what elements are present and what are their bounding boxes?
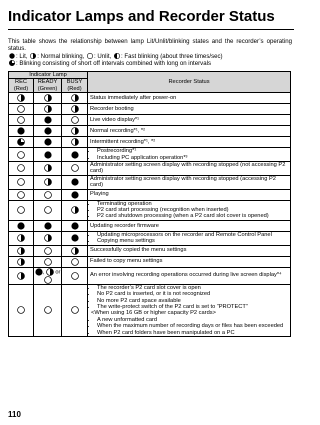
page-title: Indicator Lamps and Recorder Status	[8, 8, 294, 30]
unlit-lamp-icon	[71, 164, 79, 172]
rec-lamp-cell	[9, 175, 34, 189]
unlit-lamp-icon	[71, 306, 79, 314]
blinking-lamp-icon	[71, 127, 79, 135]
busy-lamp-cell	[62, 137, 88, 148]
legend-unlit: : Unlit	[94, 52, 110, 60]
busy-lamp-cell	[62, 200, 88, 220]
status-list-item: • P2 card start processing (recognition when inserted)	[97, 207, 288, 213]
recorder-status-cell	[88, 148, 291, 162]
unlit-lamp-icon	[17, 105, 25, 113]
recorder-status-cell: Administrator setting screen display with recording stopped (accessing P2 card)	[88, 175, 291, 189]
legend-line-1: : Lit, : Normal blinking, : Unlit, : Fast blinking (about three times/sec)	[8, 53, 292, 60]
table-row	[9, 220, 291, 231]
lit-lamp-icon	[71, 222, 79, 230]
blinking-lamp-icon	[71, 138, 79, 146]
recorder-status-cell: Normal recording*¹, *²	[88, 126, 291, 137]
unlit-lamp-icon	[17, 306, 25, 314]
recorder-status-cell: Successfully copied the menu settings	[88, 245, 291, 256]
rec-lamp-cell	[9, 104, 34, 115]
unlit-lamp-icon	[71, 272, 79, 280]
status-list-item: • A new unformatted card	[97, 317, 288, 323]
ready-lamp-cell	[34, 137, 62, 148]
rec-header: REC (Red)	[9, 79, 34, 93]
blinking-lamp-icon	[71, 94, 79, 102]
blinking-lamp-icon	[44, 164, 52, 172]
status-list-item: • Terminating operation	[97, 201, 288, 207]
status-list-item: • The recorder’s P2 card slot cover is open	[97, 285, 288, 291]
busy-lamp-cell	[62, 162, 88, 176]
busy-lamp-cell	[62, 189, 88, 200]
unlit-lamp-icon	[44, 276, 52, 284]
legend-fast-blinking: : Fast blinking (about three times/sec)	[120, 52, 223, 60]
rec-lamp-cell	[9, 245, 34, 256]
lit-lamp-icon	[44, 127, 52, 135]
ready-lamp-cell	[34, 256, 62, 267]
unlit-lamp-icon	[71, 116, 79, 124]
rec-lamp-cell	[9, 267, 34, 284]
status-list-item: • Updating microprocessors on the recorder and Remote Control Panel	[97, 232, 288, 238]
unlit-lamp-icon	[17, 116, 25, 124]
status-list	[90, 201, 288, 220]
busy-lamp-cell	[62, 148, 88, 162]
unlit-lamp-icon	[17, 178, 25, 186]
table-row	[9, 256, 291, 267]
rec-lamp-cell	[9, 231, 34, 245]
blinking-lamp-icon	[44, 105, 52, 113]
status-list-item: • When the maximum number of recording days or files has been exceeded	[97, 323, 288, 329]
busy-lamp-cell	[62, 126, 88, 137]
busy-lamp-cell	[62, 231, 88, 245]
rec-lamp-cell	[9, 162, 34, 176]
rec-lamp-cell	[9, 93, 34, 104]
ready-header: READY (Green)	[34, 79, 62, 93]
rec-lamp-cell	[9, 200, 34, 220]
status-list-item: • When P2 card folders have been manipulated on a PC	[97, 330, 288, 336]
unlit-lamp-icon	[17, 151, 25, 159]
table-row	[9, 175, 291, 189]
rec-lamp-cell	[9, 220, 34, 231]
status-list-item: • Copying menu settings	[97, 238, 288, 244]
lit-lamp-icon	[44, 138, 52, 146]
blinking-lamp-icon	[17, 94, 25, 102]
rec-lamp-cell	[9, 137, 34, 148]
busy-lamp-cell	[62, 104, 88, 115]
lit-lamp-icon	[71, 178, 79, 186]
status-list-item: • Including PC application operation*³	[97, 155, 288, 161]
blinking-lamp-icon	[17, 258, 25, 266]
status-list-item: • No more P2 card space available	[97, 298, 288, 304]
lit-lamp-icon	[9, 53, 15, 59]
blinking-lamp-icon	[46, 268, 54, 276]
or-text: or	[55, 269, 61, 276]
fast-blinking-lamp-icon	[114, 53, 120, 59]
ready-lamp-cell	[34, 126, 62, 137]
normal-blinking-lamp-icon	[30, 53, 36, 59]
table-row	[9, 245, 291, 256]
lit-lamp-icon	[71, 191, 79, 199]
table-row	[9, 200, 291, 220]
blinking-lamp-icon	[71, 206, 79, 214]
ready-lamp-cell	[34, 175, 62, 189]
lit-lamp-icon	[17, 127, 25, 135]
unlit-lamp-icon	[17, 164, 25, 172]
rec-lamp-cell	[9, 256, 34, 267]
table-body	[9, 93, 291, 337]
table-row	[9, 231, 291, 245]
intermittent-blinking-lamp-icon	[9, 60, 15, 66]
lit-lamp-icon	[44, 222, 52, 230]
ready-lamp-cell	[34, 284, 62, 336]
blinking-lamp-icon	[71, 105, 79, 113]
ready-lamp-cell	[34, 93, 62, 104]
lit-lamp-icon	[44, 116, 52, 124]
recorder-status-cell	[88, 231, 291, 245]
unlit-lamp-icon	[17, 206, 25, 214]
busy-lamp-cell	[62, 115, 88, 126]
busy-lamp-cell	[62, 93, 88, 104]
status-list-item: • Postrecording*¹	[97, 148, 288, 154]
table-row	[9, 189, 291, 200]
lit-lamp-icon	[35, 268, 43, 276]
lamp-status-table	[8, 71, 291, 337]
ready-lamp-cell	[34, 220, 62, 231]
ready-lamp-cell	[34, 231, 62, 245]
rec-lamp-cell	[9, 115, 34, 126]
busy-lamp-cell	[62, 220, 88, 231]
recorder-status-cell: Failed to copy menu settings	[88, 256, 291, 267]
intermittent-blinking-lamp-icon	[17, 138, 25, 146]
legend-normal-blinking: : Normal blinking	[37, 52, 83, 60]
busy-header: BUSY (Red)	[62, 79, 88, 93]
unlit-lamp-icon	[17, 191, 25, 199]
table-row	[9, 137, 291, 148]
table-row	[9, 93, 291, 104]
unlit-lamp-icon	[44, 206, 52, 214]
blinking-lamp-icon	[44, 94, 52, 102]
lit-lamp-icon	[71, 234, 79, 242]
recorder-status-cell: Live video display*¹	[88, 115, 291, 126]
page-number: 110	[8, 410, 21, 419]
lit-lamp-icon	[71, 151, 79, 159]
lit-lamp-icon	[44, 151, 52, 159]
table-row	[9, 148, 291, 162]
legend-line-2	[8, 60, 292, 67]
busy-lamp-cell	[62, 267, 88, 284]
legend-lit: : Lit	[16, 52, 26, 60]
lit-lamp-icon	[17, 222, 25, 230]
ready-lamp-cell	[34, 162, 62, 176]
status-list	[90, 232, 288, 245]
table-row	[9, 162, 291, 176]
table-row	[9, 104, 291, 115]
status-list-item: • No P2 card is inserted, or it is not recognized	[97, 291, 288, 297]
busy-lamp-cell	[62, 175, 88, 189]
blinking-lamp-icon	[44, 234, 52, 242]
ready-lamp-cell	[34, 200, 62, 220]
blinking-lamp-icon	[44, 178, 52, 186]
recorder-status-cell: Status immediately after power-on	[88, 93, 291, 104]
status-list	[90, 285, 288, 336]
recorder-status-cell	[88, 284, 291, 336]
ready-lamp-cell	[34, 115, 62, 126]
unlit-lamp-icon	[44, 306, 52, 314]
busy-lamp-cell	[62, 256, 88, 267]
recorder-status-header: Recorder Status	[88, 72, 291, 93]
ready-lamp-cell	[34, 104, 62, 115]
unlit-lamp-icon	[87, 53, 93, 59]
rec-lamp-cell	[9, 148, 34, 162]
busy-lamp-cell	[62, 245, 88, 256]
recorder-status-cell: Intermittent recording*¹, *²	[88, 137, 291, 148]
status-list	[90, 148, 288, 161]
indicator-lamp-header: Indicator Lamp	[9, 72, 88, 79]
recorder-status-cell: Updating recorder firmware	[88, 220, 291, 231]
ready-lamp-cell	[34, 245, 62, 256]
rec-lamp-cell	[9, 284, 34, 336]
ready-lamp-cell	[34, 189, 62, 200]
status-list-item: <When using 16 GB or higher capacity P2 cards>	[91, 310, 216, 317]
recorder-status-cell: Recorder booting	[88, 104, 291, 115]
table-row	[9, 126, 291, 137]
recorder-status-cell: An error involving recording operations occurred during live screen display*⁴	[88, 267, 291, 284]
status-list-item: • The write-protect switch of the P2 card is set to “PROTECT”	[97, 304, 288, 310]
unlit-lamp-icon	[44, 191, 52, 199]
intro-text	[8, 38, 292, 68]
unlit-lamp-icon	[44, 247, 52, 255]
legend-intermittent-blinking: : Blinking consisting of short off intervals combined with long on intervals	[16, 60, 211, 68]
unlit-lamp-icon	[44, 258, 52, 266]
blinking-lamp-icon	[17, 247, 25, 255]
intro-description: This table shows the relationship between lamp Lit/Unlit/blinking states and the recorder’s operating status.	[8, 38, 292, 53]
blinking-lamp-icon	[17, 272, 25, 280]
busy-lamp-cell	[62, 284, 88, 336]
ready-lamp-cell: , or	[34, 267, 62, 284]
recorder-status-cell: Playing	[88, 189, 291, 200]
status-list-item: • P2 card shutdown processing (when a P2 card slot cover is opened)	[97, 213, 288, 219]
recorder-status-cell	[88, 200, 291, 220]
blinking-lamp-icon	[17, 234, 25, 242]
table-row	[9, 115, 291, 126]
rec-lamp-cell	[9, 189, 34, 200]
table-row	[9, 284, 291, 336]
rec-lamp-cell	[9, 126, 34, 137]
recorder-status-cell: Administrator setting screen display with recording stopped (not accessing P2 card)	[88, 162, 291, 176]
ready-lamp-cell	[34, 148, 62, 162]
unlit-lamp-icon	[71, 258, 79, 266]
table-header-row-1	[9, 72, 291, 79]
blinking-lamp-icon	[71, 247, 79, 255]
table-row	[9, 267, 291, 284]
